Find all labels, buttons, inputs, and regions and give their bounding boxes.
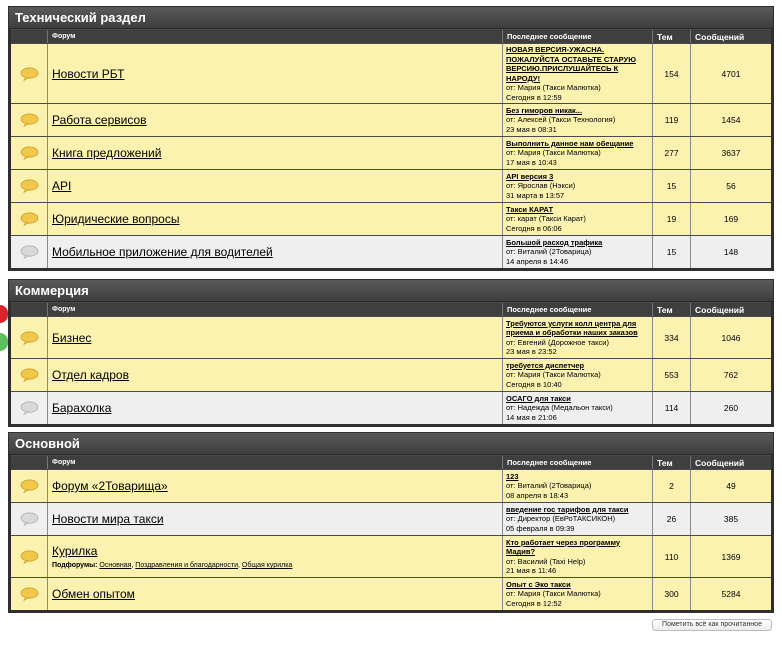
unread-bubble-icon: [11, 44, 47, 103]
posts-count: 5284: [690, 578, 771, 610]
forum-link[interactable]: Новости РБТ: [52, 66, 125, 81]
topics-count: 2: [652, 470, 690, 502]
forum-section: [8, 6, 774, 271]
forum-row: [11, 502, 771, 535]
forum-row: [11, 103, 771, 136]
section-title: Основной: [9, 433, 773, 455]
header-topics: Тем: [652, 30, 690, 43]
forum-section: [8, 279, 774, 427]
topics-count: 19: [652, 203, 690, 235]
header-posts: Сообщений: [690, 303, 771, 316]
column-headers: [11, 302, 771, 316]
unread-bubble-icon: [11, 578, 47, 610]
header-topics: Тем: [652, 456, 690, 469]
forum-row: [11, 391, 771, 424]
posts-count: 260: [690, 392, 771, 424]
subforum-link[interactable]: Основная: [99, 562, 132, 569]
forum-link[interactable]: API: [52, 179, 72, 193]
header-last-post: Последнее сообщение: [502, 456, 652, 469]
last-post-date: 17 мая в 10:43: [506, 157, 557, 167]
posts-count: 4701: [690, 44, 771, 103]
posts-count: 1369: [690, 536, 771, 577]
forum-row: [11, 316, 771, 358]
forum-row: [11, 202, 771, 235]
last-post: [502, 470, 652, 502]
last-post-date: 21 мая в 11:46: [506, 566, 557, 575]
forum-link[interactable]: Отдел кадров: [52, 368, 129, 382]
forum-link[interactable]: Обмен опытом: [52, 587, 135, 601]
section-title: Технический раздел: [9, 7, 773, 29]
topics-count: 110: [652, 536, 690, 577]
posts-count: 762: [690, 359, 771, 391]
share-tab-red[interactable]: [0, 305, 8, 323]
topics-count: 119: [652, 104, 690, 136]
last-post-date: 14 мая в 21:06: [506, 412, 557, 422]
section-title: Коммерция: [9, 280, 773, 302]
last-post: [502, 170, 652, 202]
posts-count: 1046: [690, 317, 771, 358]
last-post-date: 05 февраля в 09:39: [506, 523, 575, 533]
unread-bubble-icon: [11, 203, 47, 235]
last-post-author: от: Евгений (Дорожное такси): [506, 337, 609, 347]
posts-count: 385: [690, 503, 771, 535]
last-post-title[interactable]: Без гиморов никак...: [506, 105, 583, 115]
forum-row: [11, 169, 771, 202]
last-post-title[interactable]: API версия 3: [506, 171, 554, 181]
forum-link[interactable]: Новости мира такси: [52, 512, 164, 526]
last-post-author: от: Мария (Такси Малютка): [506, 148, 601, 158]
forum-link[interactable]: Форум «2Товарища»: [52, 479, 168, 493]
last-post: [502, 137, 652, 169]
last-post-author: от: Директор (ЕвРоТАКСИКОН): [506, 514, 616, 524]
unread-bubble-icon: [11, 104, 47, 136]
forum-row: [11, 469, 771, 502]
last-post-title[interactable]: введение гос тарифов для такси: [506, 504, 629, 514]
forum-row: [11, 43, 771, 103]
last-post: [502, 392, 652, 424]
topics-count: 334: [652, 317, 690, 358]
forum-row: [11, 535, 771, 577]
posts-count: 49: [690, 470, 771, 502]
forum-link[interactable]: Работа сервисов: [52, 113, 147, 127]
header-forum: Форум: [47, 303, 502, 316]
unread-bubble-icon: [11, 170, 47, 202]
last-post-title[interactable]: Опыт с Эко такси: [506, 579, 571, 589]
topics-count: 277: [652, 137, 690, 169]
forum-link[interactable]: Книга предложений: [52, 146, 162, 160]
posts-count: 56: [690, 170, 771, 202]
last-post: [502, 317, 652, 358]
subforums-label: Подфорумы:: [52, 562, 98, 569]
posts-count: 3637: [690, 137, 771, 169]
header-last-post: Последнее сообщение: [502, 303, 652, 316]
last-post-author: от: карат (Такси Карат): [506, 214, 586, 224]
last-post-title[interactable]: Кто работает через программу Мадив?: [506, 537, 621, 556]
last-post-date: 08 апреля в 18:43: [506, 490, 569, 500]
forum-row: [11, 577, 771, 610]
share-tab-green[interactable]: [0, 333, 8, 351]
posts-count: 148: [690, 236, 771, 268]
forum-link[interactable]: Мобильное приложение для водителей: [52, 245, 273, 259]
last-post-author: от: Ярослав (Нэкси): [506, 181, 576, 191]
last-post: [502, 359, 652, 391]
last-post-author: от: Алексей (Такси Технология): [506, 115, 616, 125]
last-post-author: от: Василий (Taxi Help): [506, 556, 586, 566]
last-post-date: 31 марта в 13:57: [506, 190, 565, 200]
column-headers: [11, 29, 771, 43]
header-icon-cell: [11, 30, 47, 43]
forum-link[interactable]: Курилка: [52, 544, 98, 558]
topics-count: 15: [652, 170, 690, 202]
last-post: [502, 44, 652, 103]
header-icon-cell: [11, 303, 47, 316]
last-post-date: Сегодня в 12:52: [506, 598, 562, 608]
header-last-post: Последнее сообщение: [502, 30, 652, 43]
last-post: [502, 536, 652, 577]
topics-count: 114: [652, 392, 690, 424]
last-post-title[interactable]: НОВАЯ ВЕРСИЯ-УЖАСНА. ПОЖАЛУЙСТА ОСТАВЬТЕ СТАРУЮ ВЕРСИЮ.ПРИСЛУШАЙТЕСЬ К НАРОДУ!: [506, 45, 636, 83]
last-post-author: от: Мария (Такси Малютка): [506, 589, 601, 599]
unread-bubble-icon: [11, 359, 47, 391]
unread-bubble-icon: [11, 137, 47, 169]
header-topics: Тем: [652, 303, 690, 316]
last-post-author: от: Надежда (Медальон такси): [506, 403, 613, 413]
last-post-date: 14 апреля в 14:46: [506, 256, 569, 266]
topics-count: 15: [652, 236, 690, 268]
header-forum: Форум: [47, 30, 502, 43]
last-post-date: Сегодня в 12:59: [506, 92, 562, 102]
header-posts: Сообщений: [690, 456, 771, 469]
last-post-date: 23 мая в 08:31: [506, 124, 557, 134]
topics-count: 26: [652, 503, 690, 535]
subforums: Подфорумы: Основная, Поздравления и благодарности, Общая курилка: [52, 562, 293, 569]
last-post: [502, 203, 652, 235]
last-post-title[interactable]: Большой расход трафика: [506, 237, 603, 247]
mark-all-read-button[interactable]: Пометить всё как прочитанное: [652, 619, 772, 631]
last-post: [502, 503, 652, 535]
header-icon-cell: [11, 456, 47, 469]
last-post-author: от: Мария (Такси Малютка): [506, 83, 601, 92]
column-headers: [11, 455, 771, 469]
last-post-date: 23 мая в 23:52: [506, 347, 557, 356]
header-forum: Форум: [47, 456, 502, 469]
last-post: [502, 104, 652, 136]
last-post-title[interactable]: требуется диспетчер: [506, 360, 585, 370]
forum-link[interactable]: Юридические вопросы: [52, 212, 180, 226]
read-bubble-icon: [11, 236, 47, 268]
posts-count: 1454: [690, 104, 771, 136]
last-post-title[interactable]: Требуются услуги колл центра для приема и обработки наших заказов: [506, 318, 638, 337]
forum-row: [11, 358, 771, 391]
last-post: [502, 578, 652, 610]
last-post-date: Сегодня в 10:40: [506, 379, 562, 389]
forum-section: [8, 432, 774, 613]
forum-link[interactable]: Бизнес: [52, 330, 92, 345]
unread-bubble-icon: [11, 536, 47, 577]
last-post-title[interactable]: ОСАГО для такси: [506, 393, 571, 403]
read-bubble-icon: [11, 392, 47, 424]
last-post: [502, 236, 652, 268]
topics-count: 154: [652, 44, 690, 103]
last-post-title[interactable]: 123: [506, 471, 519, 481]
forum-row: [11, 235, 771, 268]
forum-row: [11, 136, 771, 169]
last-post-author: от: Мария (Такси Малютка): [506, 370, 601, 380]
header-posts: Сообщений: [690, 30, 771, 43]
posts-count: 169: [690, 203, 771, 235]
last-post-title[interactable]: Выполнить данное нам обещание: [506, 138, 634, 148]
unread-bubble-icon: [11, 317, 47, 358]
last-post-author: от: Виталий (2Товарица): [506, 247, 592, 257]
topics-count: 553: [652, 359, 690, 391]
subforum-link[interactable]: Поздравления и благодарности: [135, 562, 239, 569]
topics-count: 300: [652, 578, 690, 610]
forum-link[interactable]: Барахолка: [52, 401, 112, 415]
unread-bubble-icon: [11, 470, 47, 502]
read-bubble-icon: [11, 503, 47, 535]
last-post-author: от: Виталий (2Товарица): [506, 481, 592, 491]
subforum-link[interactable]: Общая курилка: [241, 562, 293, 569]
last-post-title[interactable]: Такси КАРАТ: [506, 204, 554, 214]
last-post-date: Сегодня в 06:06: [506, 223, 562, 233]
